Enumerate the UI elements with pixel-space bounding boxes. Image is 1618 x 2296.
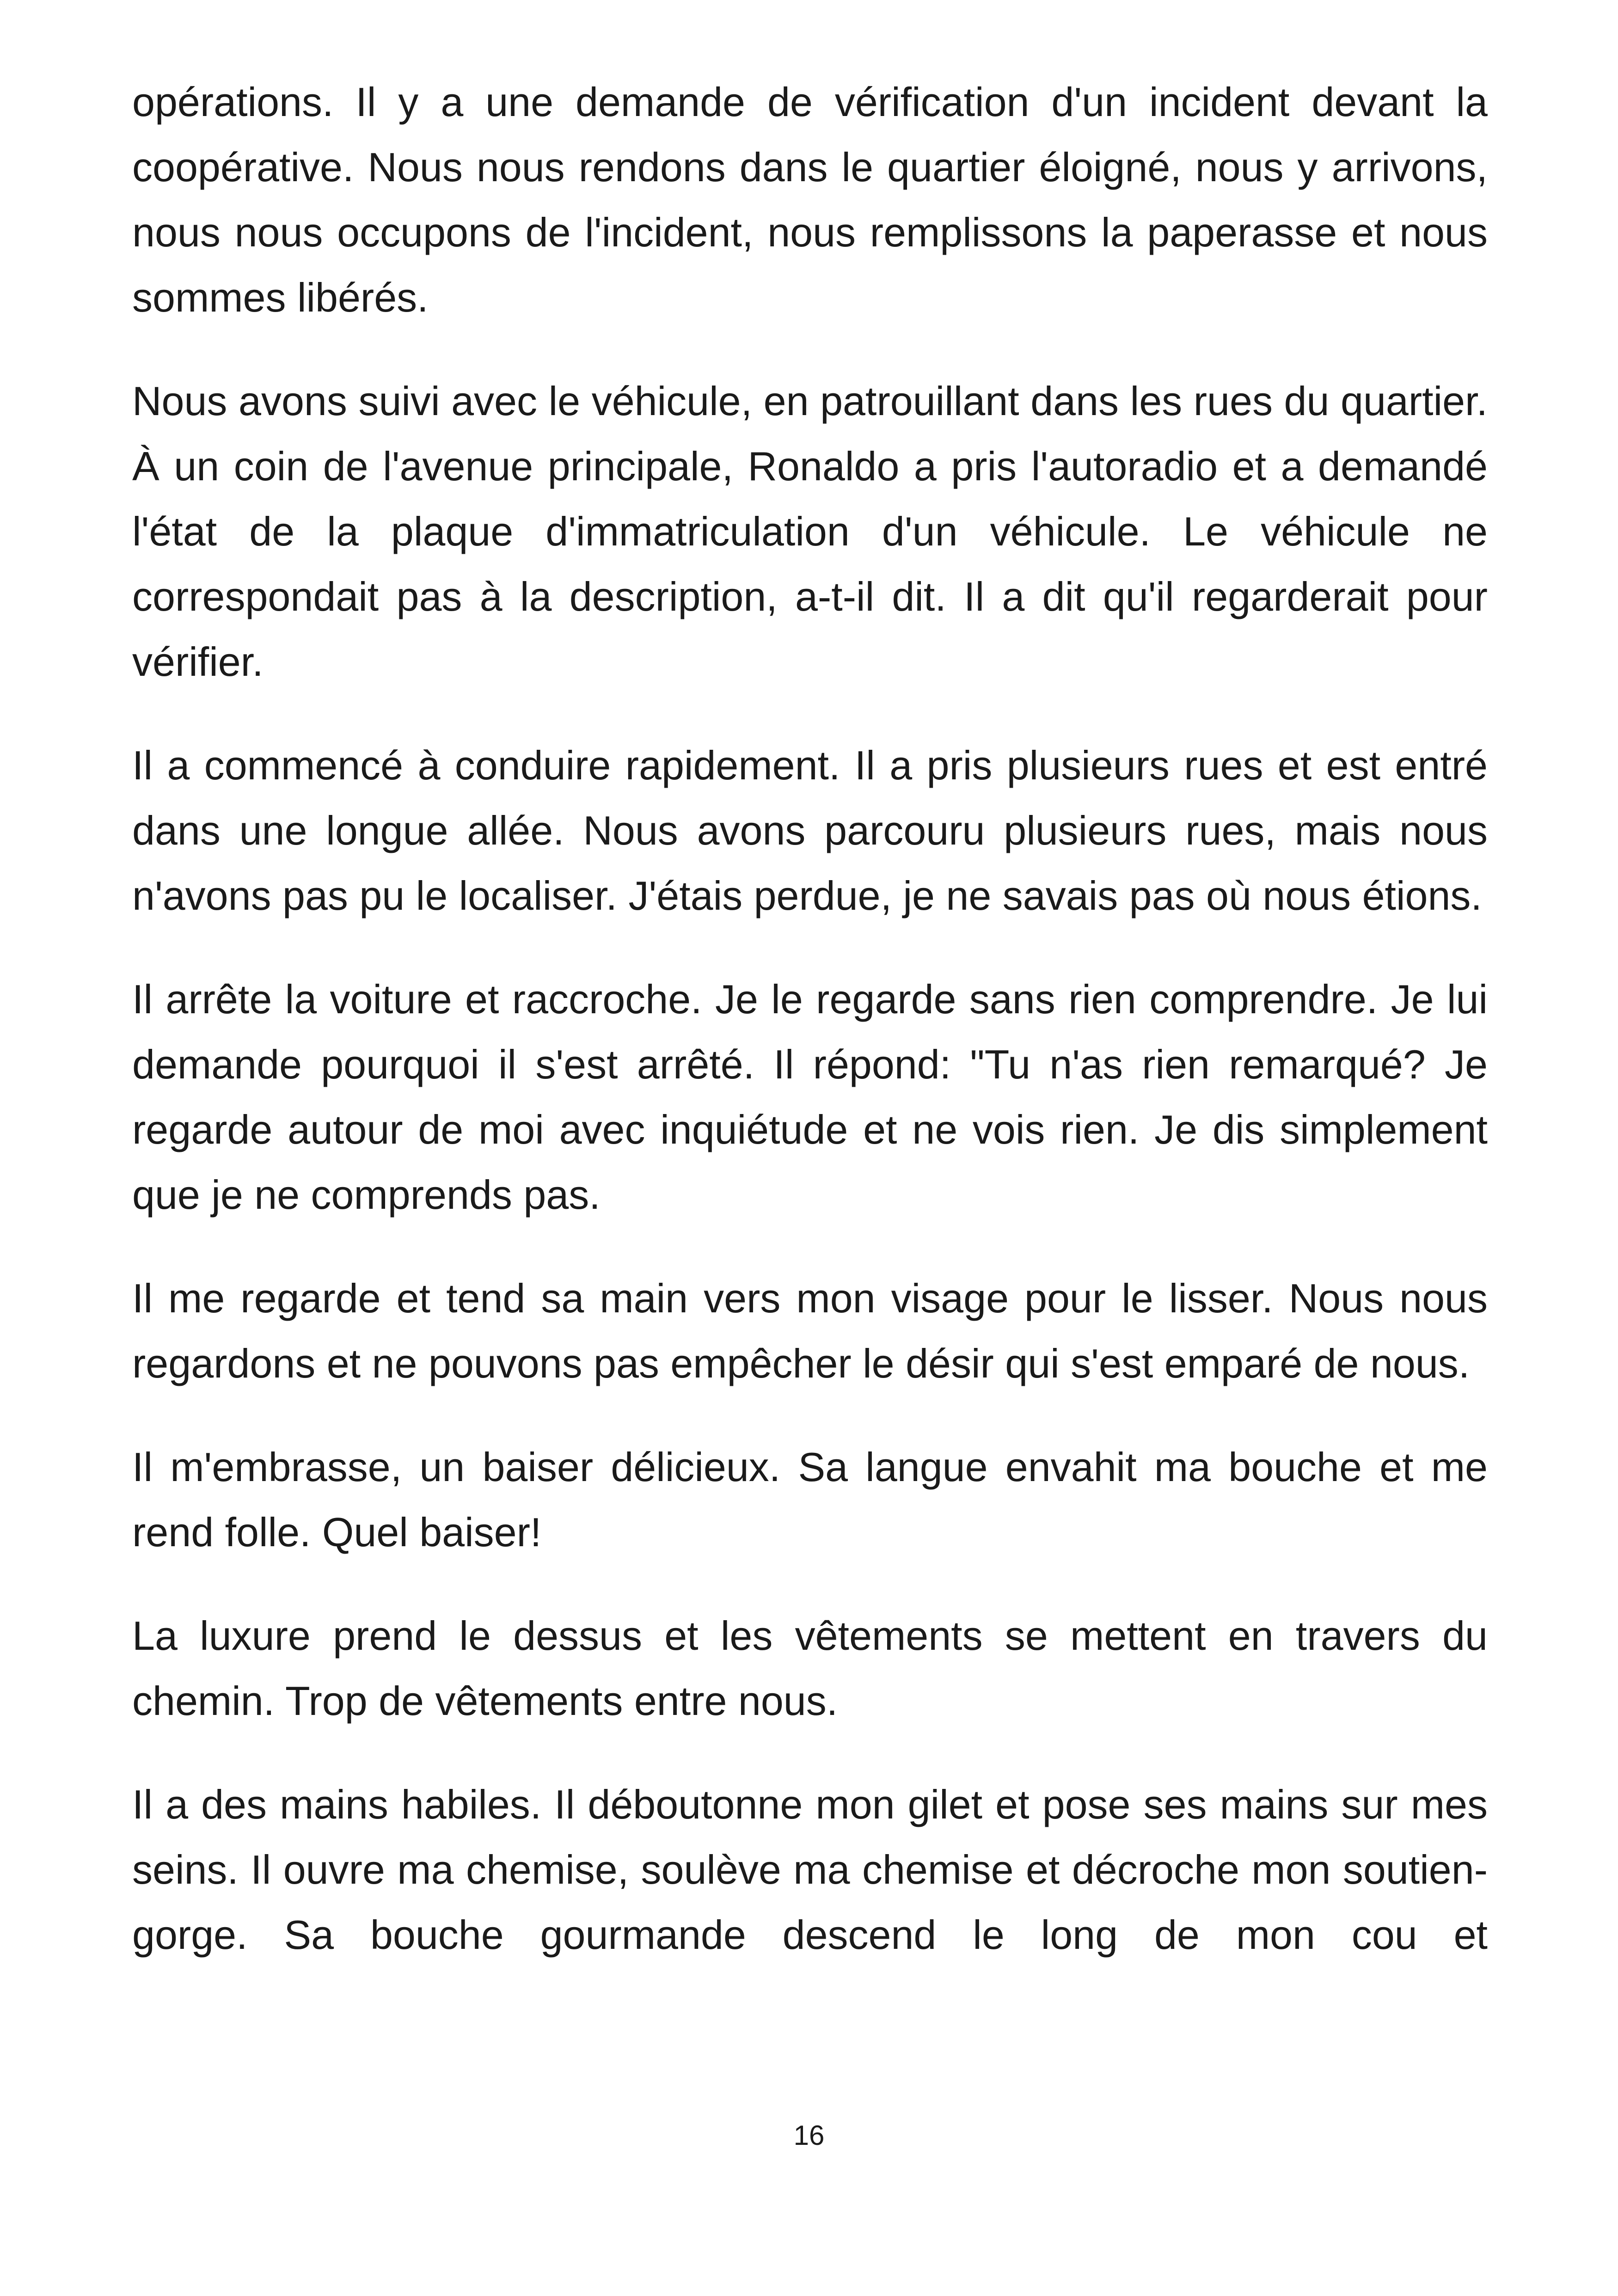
- paragraph-5: Il me regarde et tend sa main vers mon visage pour le lisser. Nous nous regardons et ne pouvons pas empêcher le désir qui s'est emparé de nous.: [132, 1275, 1488, 1386]
- paragraph-8: Il a des mains habiles. Il déboutonne mon gilet et pose ses mains sur mes seins. Il ouvre ma chemise, soulève ma chemise et décroche mon soutien-gorge. Sa bouche gourmande descend le long de mon cou et: [132, 1782, 1488, 1958]
- paragraph-1: opérations. Il y a une demande de vérification d'un incident devant la coopérative. Nous nous rendons dans le quartier éloigné, nous y arrivons, nous nous occupons de l'incident, nous remplissons la paperasse et nous sommes libérés.: [132, 79, 1488, 320]
- paragraph-4: Il arrête la voiture et raccroche. Je le regarde sans rien comprendre. Je lui demande pourquoi il s'est arrêté. Il répond: "Tu n'as rien remarqué? Je regarde autour de moi avec inquiétude et ne vois rien. Je dis simplement que je ne comprends pas.: [132, 976, 1488, 1218]
- paragraph-2: Nous avons suivi avec le véhicule, en patrouillant dans les rues du quartier. À un coin de l'avenue principale, Ronaldo a pris l'autoradio et a demandé l'état de la plaque d'immatriculation d'un véhicule. Le véhicule ne correspondait pas à la description, a-t-il dit. Il a dit qu'il regarderait pour vérifier.: [132, 378, 1488, 685]
- body-text: [132, 69, 1488, 2006]
- paragraph-3: Il a commencé à conduire rapidement. Il a pris plusieurs rues et est entré dans une longue allée. Nous avons parcouru plusieurs rues, mais nous n'avons pas pu le localiser. J'étais perdue, je ne savais pas où nous étions.: [132, 742, 1488, 918]
- page-number: 16: [793, 2120, 825, 2151]
- paragraph-6: Il m'embrasse, un baiser délicieux. Sa langue envahit ma bouche et me rend folle. Quel baiser!: [132, 1444, 1488, 1555]
- paragraph-7: La luxure prend le dessus et les vêtements se mettent en travers du chemin. Trop de vêtements entre nous.: [132, 1613, 1488, 1724]
